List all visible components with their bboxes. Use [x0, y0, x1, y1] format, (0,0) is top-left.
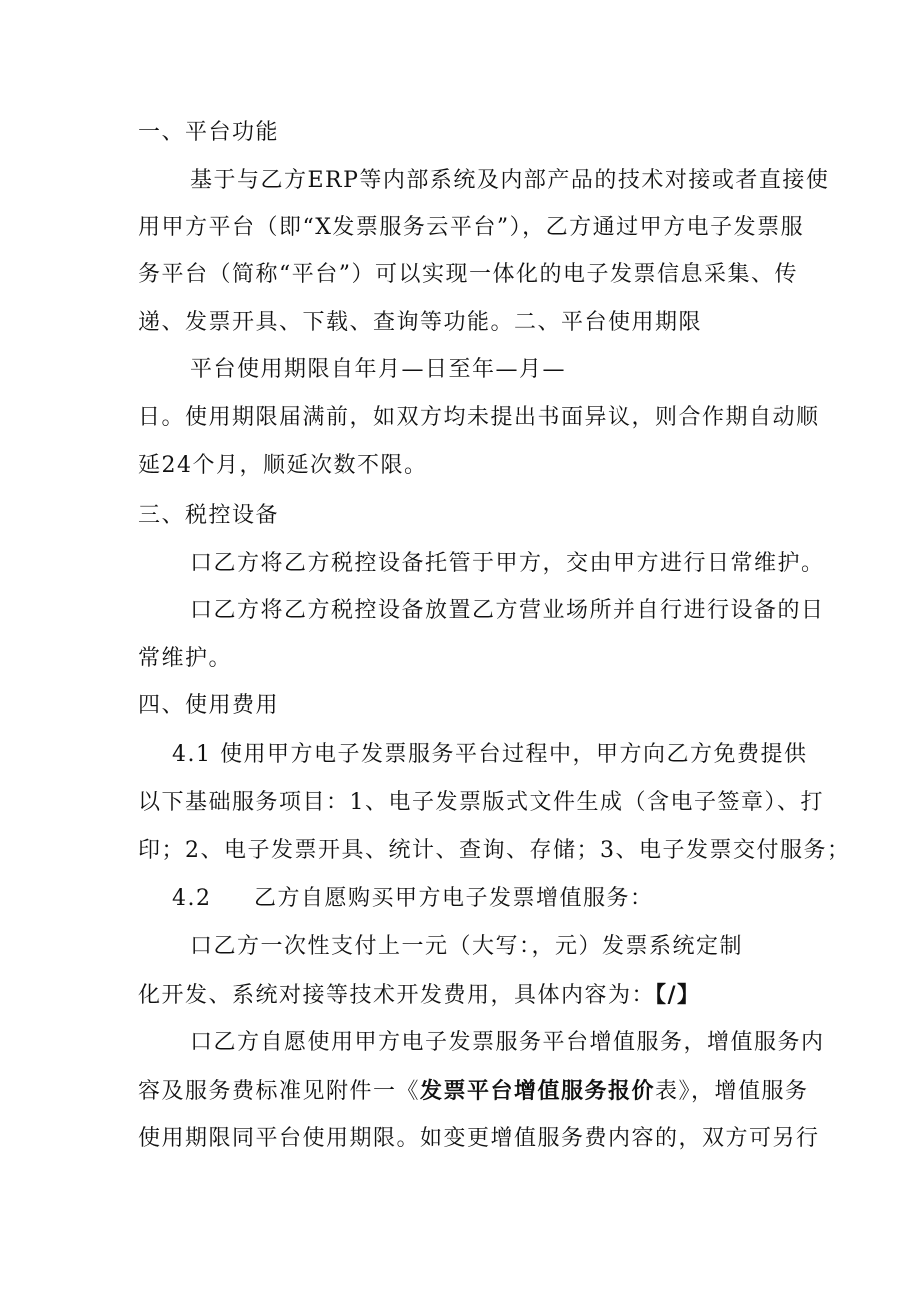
- option-line: 口乙方将乙方税控设备放置乙方营业场所并自行进行设备的日: [190, 598, 825, 623]
- clause-4-2-text: 乙方自愿购买甲方电子发票增值服务：: [254, 886, 654, 911]
- paragraph-line: 基于与乙方ERP等内部系统及内部产品的技术对接或者直接使: [190, 168, 830, 193]
- option-line: 口乙方将乙方税控设备托管于甲方，交由甲方进行日常维护。: [190, 551, 825, 576]
- option-line: [138, 980, 701, 1011]
- option-line: 常维护。: [138, 646, 233, 671]
- clause-4-1-line: 印；2、电子发票开具、统计、查询、存储；3、电子发票交付服务；: [138, 838, 851, 863]
- clause-4-1-line: 以下基础服务项目：1、电子发票版式文件生成（含电子签章）、打: [138, 790, 824, 815]
- option-line-text: 表》，增值服务: [655, 1079, 809, 1104]
- clause-4-2-number: 4.2: [172, 886, 212, 911]
- section-heading-tax-device: 三、税控设备: [138, 503, 280, 528]
- paragraph-line: 延24个月，顺延次数不限。: [138, 453, 428, 478]
- clause-4-1-line: 4.1 使用甲方电子发票服务平台过程中，甲方向乙方免费提供: [172, 742, 808, 767]
- option-line-text: 容及服务费标准见附件一《: [138, 1079, 421, 1104]
- option-line: 口乙方自愿使用甲方电子发票服务平台增值服务，增值服务内: [190, 1030, 825, 1055]
- paragraph-line: 平台使用期限自年月—日至年—月—: [190, 357, 567, 382]
- option-line: 口乙方一次性支付上一元（大写：，元）发票系统定制: [190, 934, 744, 959]
- option-line: [138, 1076, 809, 1107]
- option-line-text: 化开发、系统对接等技术开发费用，具体内容为：: [138, 983, 656, 1008]
- attachment-title: 发票平台增值服务报价: [420, 1078, 656, 1104]
- paragraph-line: 务平台（简称“平台”）可以实现一体化的电子发票信息采集、传: [138, 262, 798, 287]
- section-heading-platform-function: 一、平台功能: [138, 120, 280, 145]
- option-line: 使用期限同平台使用期限。如变更增值服务费内容的，双方可另行: [138, 1126, 820, 1151]
- paragraph-line: 递、发票开具、下载、查询等功能。二、平台使用期限: [138, 310, 703, 335]
- bracket-slash: 【/】: [655, 982, 701, 1008]
- paragraph-line: 用甲方平台（即“X发票服务云平台”），乙方通过甲方电子发票服: [138, 215, 805, 240]
- section-heading-usage-fee: 四、使用费用: [138, 693, 280, 718]
- paragraph-line: 日。使用期限届满前，如双方均未提出书面异议，则合作期自动顺: [138, 405, 820, 430]
